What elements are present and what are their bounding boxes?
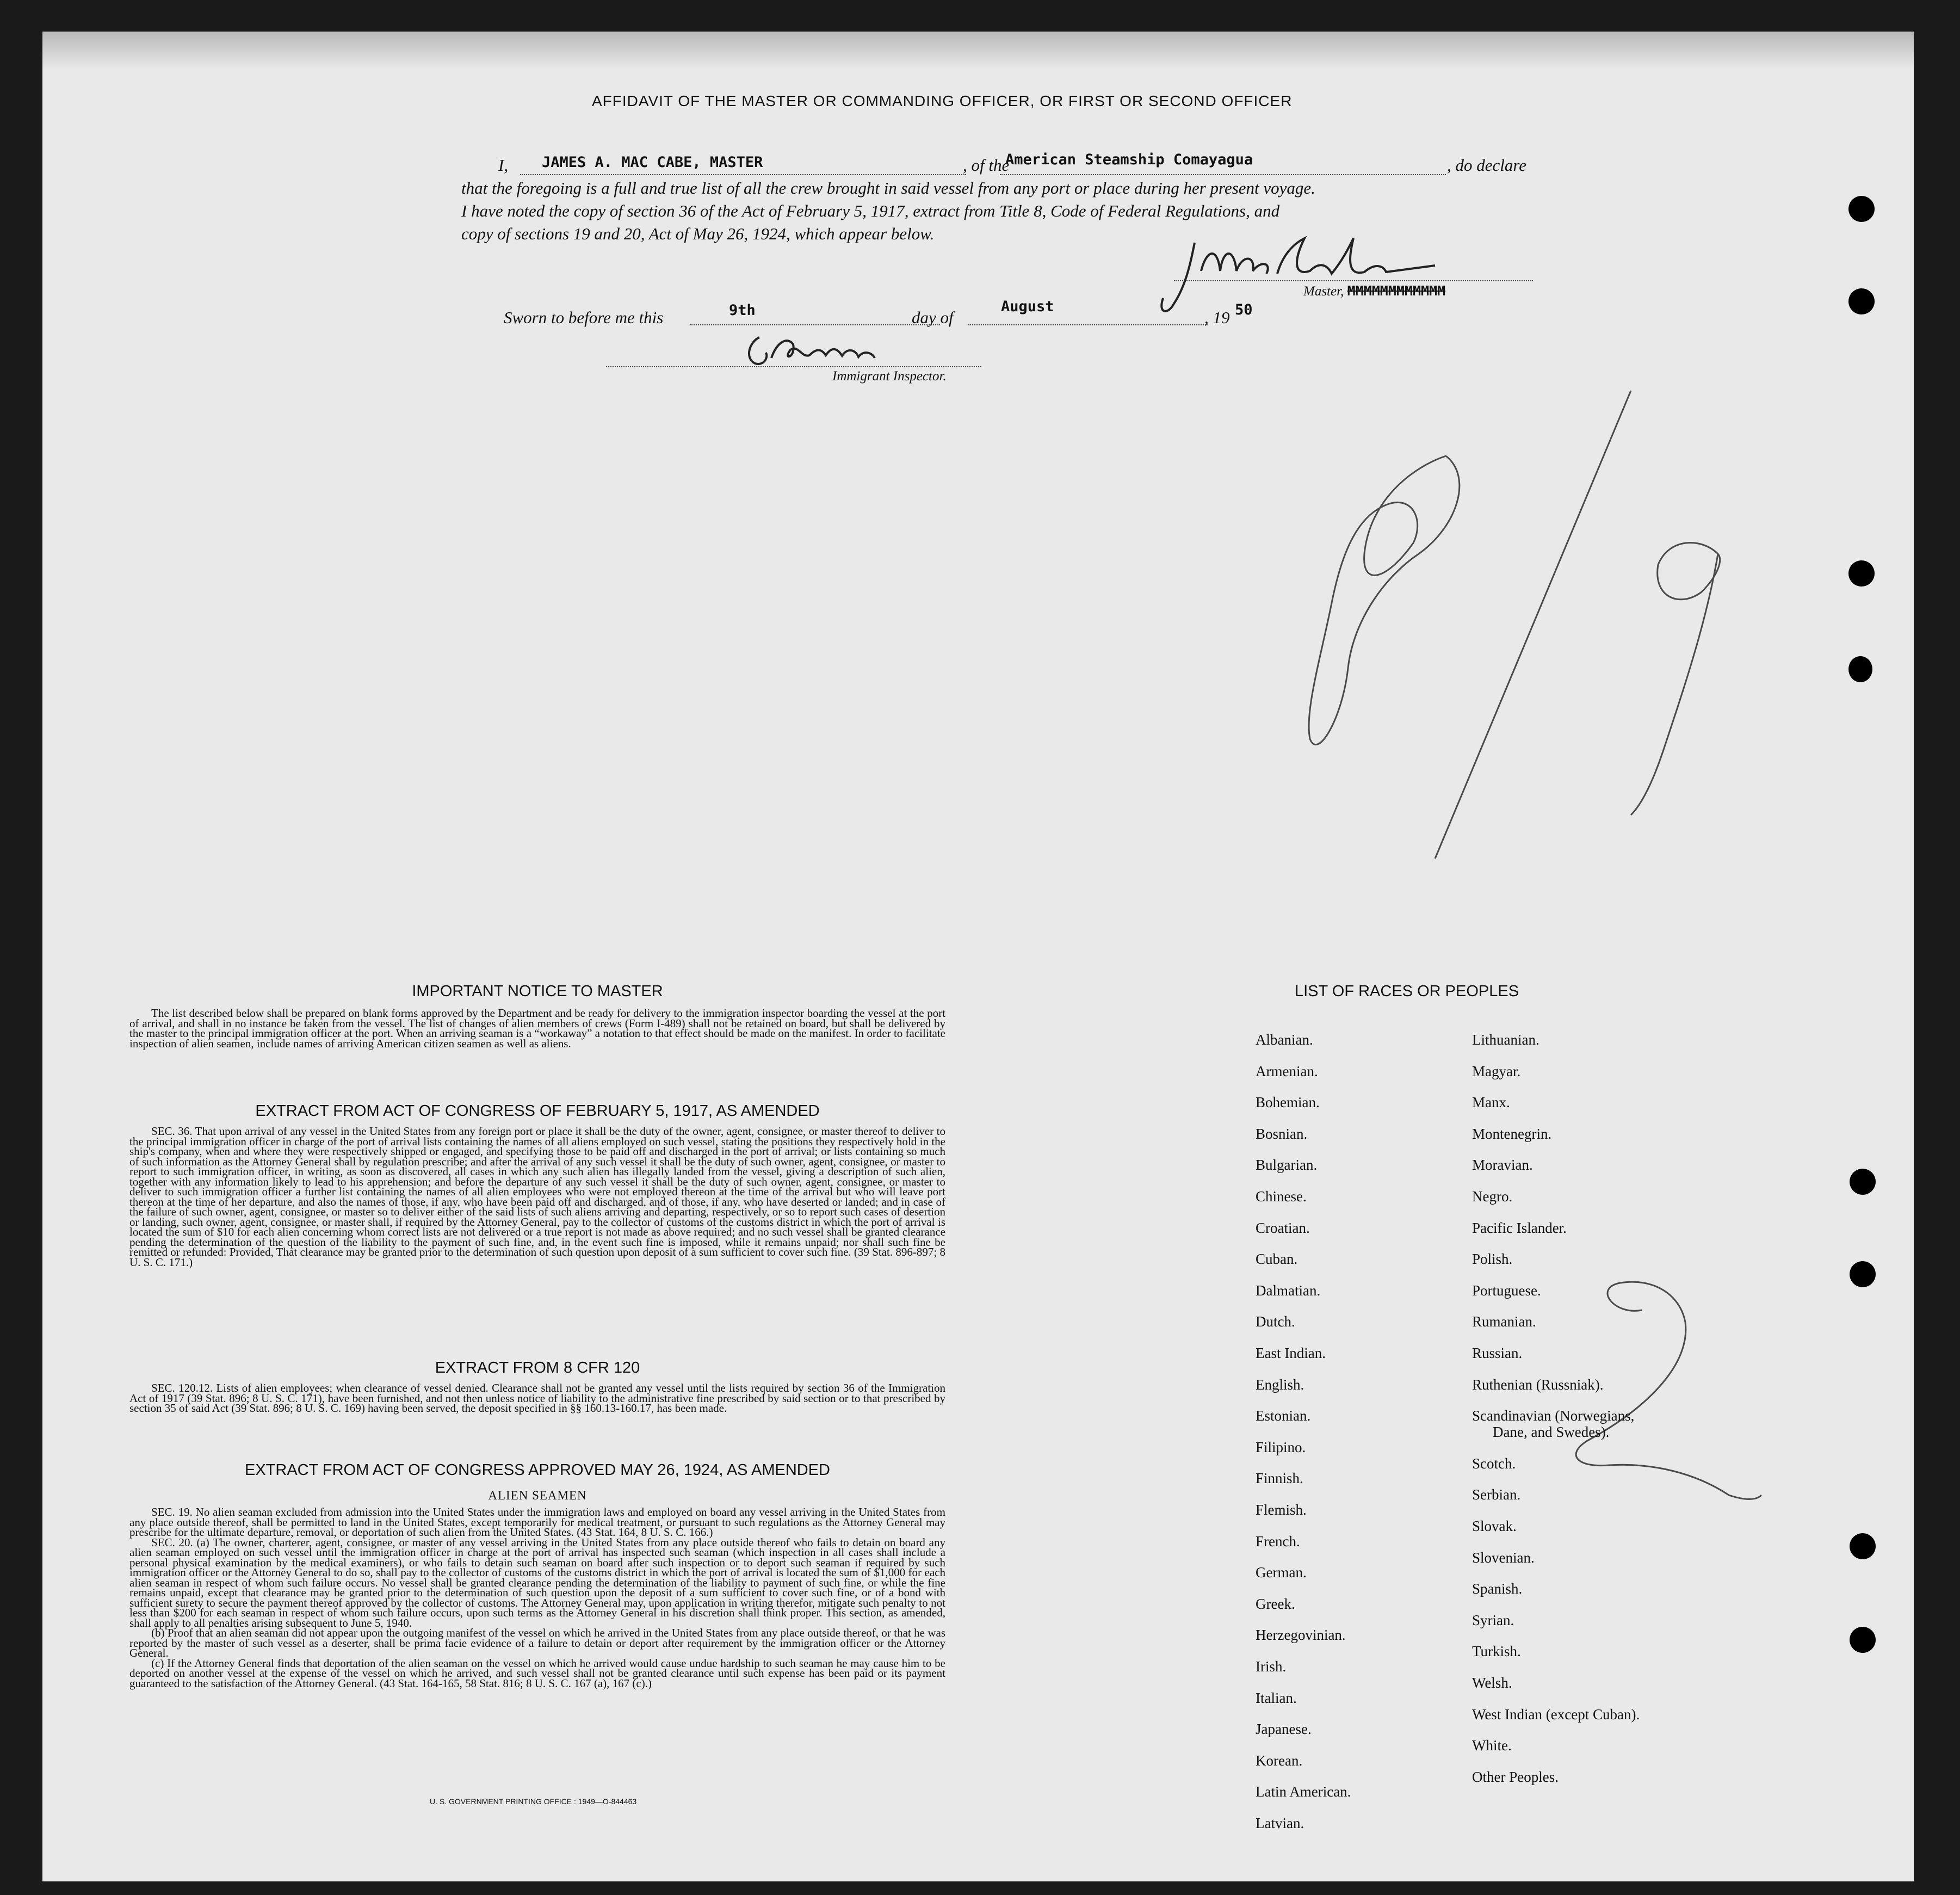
notice-paragraph: The list described below shall be prepared on blank forms approved by the Department and be ready for delivery to the immigration inspector boarding the vessel at the port of arrival, and shall in no instance be taken from the vessel. The list of changes of alien members of crews (Form I-489) shall not be retained on board, but shall be delivered by the master to the principal immigration officer at the port. When an arriving seaman is a “workaway” a notation to that effect should be made on the manifest. In order to facilitate inspection of alien seamen, include names of arriving American citizen seamen as well as aliens. — [129, 1007, 945, 1050]
race-left-item: Chinese. — [1256, 1188, 1307, 1205]
race-right-item: Polish. — [1472, 1251, 1513, 1268]
sworn-month: August — [1001, 298, 1054, 315]
document-page — [42, 32, 1914, 1881]
race-right-item: Syrian. — [1472, 1612, 1514, 1628]
race-right-item: Spanish. — [1472, 1581, 1523, 1597]
i-prefix: I, — [498, 156, 509, 175]
section-20a-paragraph: SEC. 20. (a) The owner, charterer, agent, consignee, or master of any vessel arriving in the United States from any place outside thereof who fails to detain on board any alien seaman employed on such vessel until the immigration officer in charge at the port of arrival has inspected such seaman (which inspection in all cases shall include a personal physical examination by the medical examiners), or who fails to detain such seaman on board after such inspection or to deport such seaman if required by such immigration officer or the Attorney General to do so, shall pay to the collector of customs of the customs district in which the port of arrival is located the sum of $1,000 for each alien seaman in respect of whom such failure occurs. No vessel shall be granted clearance pending the determination of the liability to payment of such fine, or while the fine remains unpaid, except that clearance may be granted prior to the determination of such question upon the deposit of a sum sufficient to cover such fine, or of a bond with sufficient surety to secure the payment thereof approved by the collector of customs. The Attorney General may, upon application in writing therefor, mitigate such penalty to not less than $200 for each seaman in respect of whom such failure occurs, upon such terms as the Attorney General in his discretion shall think proper. This section, as amended, shall apply to all penalties arising subsequent to June 5, 1940. — [129, 1535, 945, 1629]
extract-1924-subtitle: ALIEN SEAMEN — [488, 1489, 587, 1502]
declaration-line-3: I have noted the copy of section 36 of the Act of February 5, 1917, extract from Title 8, Code of Federal Regulations, and — [461, 201, 1280, 220]
day-of-text: day of — [912, 308, 954, 327]
race-right-item: Scandinavian (Norwegians, — [1472, 1408, 1635, 1424]
section-20c-paragraph: (c) If the Attorney General finds that deportation of the alien seaman on the vessel on which he arrived would cause undue hardship to such seaman he may cause him to be deported on another vessel at the expense of the vessel on which he arrived, and such vessel shall not be granted clearance until such expense has been paid or its payment guaranteed to the satisfaction of the Attorney General. (43 Stat. 164-165, 58 Stat. 816; 8 U. S. C. 167 (a), 167 (c).) — [129, 1656, 945, 1690]
extract-1917-paragraph: SEC. 36. That upon arrival of any vessel in the United States from any foreign port or place it shall be the duty of the owner, agent, consignee, or master thereof to deliver to the principal immigration officer in charge of the port of arrival lists containing the names of all aliens employed on such vessel, stating the positions they respectively hold in the ship's company, when and where they were respectively shipped or engaged, and specifying those to be paid off and discharged in the port of arrival; or lists containing so much of such information as the Attorney General shall by regulation prescribe; and after the arrival of any such vessel it shall be the duty of such owner, agent, consignee, or master to report to such immigration officer, in writing, as soon as discovered, all cases in which any such alien has illegally landed from the vessel, giving a description of such alien, together with any information likely to lead to his apprehension; and before the departure of any such vessel it shall be the duty of such owner, agent, consignee, or master to deliver to such immigration officer a further list containing the names of all alien employees who were not employed thereon at the time of the arrival but who will leave port thereon at the time of her departure, and also the names of those, if any, who have been paid off and discharged, and of those, if any, who have deserted or landed; and in case of the failure of such owner, agent, consignee, or master so to deliver either of the said lists of such aliens arriving and departing, respectively, or so to report such cases of desertion or landing, such owner, agent, consignee, or master shall, if required by the Attorney General, pay to the collector of customs of the customs district in which the port of arrival is located the sum of $10 for each alien concerning whom correct lists are not delivered or a true report is not made as above required; and no such vessel shall be granted clearance pending the determination of the question of the liability to the payment of such fine, and, in the event such fine is imposed, while it remains unpaid; nor shall such fine be remitted or refunded: Provided, That clearance may be granted prior to the determination of such question upon deposit of a sum sufficient to cover such fine. (39 Stat. 896-897; 8 U. S. C. 171.) — [129, 1125, 945, 1269]
sworn-label: Sworn to before me this — [504, 308, 664, 327]
race-left-item: Korean. — [1256, 1752, 1303, 1769]
race-left-item: Armenian. — [1256, 1063, 1318, 1079]
races-title: LIST OF RACES OR PEOPLES — [1295, 983, 1519, 1000]
race-left-item: Herzegovinian. — [1256, 1627, 1346, 1644]
race-right-item: Portuguese. — [1472, 1282, 1541, 1299]
handwriting-layer — [42, 32, 1914, 1881]
declaration-line-4: copy of sections 19 and 20, Act of May 26, 1924, which appear below. — [461, 224, 935, 243]
race-right-item: Welsh. — [1472, 1675, 1512, 1691]
race-left-item: French. — [1256, 1533, 1300, 1550]
race-left-item: Latin American. — [1256, 1783, 1351, 1800]
race-right-item: Serbian. — [1472, 1486, 1521, 1503]
extract-cfr-title: EXTRACT FROM 8 CFR 120 — [435, 1359, 640, 1377]
sworn-day: 9th — [729, 302, 756, 319]
race-left-item: Irish. — [1256, 1658, 1287, 1675]
race-right-item: Other Peoples. — [1472, 1768, 1559, 1785]
master-name: JAMES A. MAC CABE, MASTER — [542, 154, 763, 171]
extract-1917-title: EXTRACT FROM ACT OF CONGRESS OF FEBRUARY 5, 1917, AS AMENDED — [255, 1102, 820, 1120]
race-right-item: Manx. — [1472, 1094, 1510, 1111]
race-left-item: Greek. — [1256, 1595, 1295, 1612]
race-right-item: Pacific Islander. — [1472, 1219, 1567, 1236]
affidavit-title: AFFIDAVIT OF THE MASTER OR COMMANDING OFFICER, OR FIRST OR SECOND OFFICER — [592, 92, 1293, 109]
race-right-item: Magyar. — [1472, 1063, 1521, 1079]
master-caption-label: Master, — [1303, 284, 1344, 299]
race-left-item: Croatian. — [1256, 1219, 1310, 1236]
handwritten-number — [1576, 1282, 1761, 1499]
section-19-paragraph: SEC. 19. No alien seaman excluded from admission into the United States under the immigration laws and employed on board any vessel arriving in the United States from any place outside thereof, shall be permitted to land in the United States, except temporarily for medical treatment, or pursuant to such regulations as the Attorney General may prescribe for the ultimate departure, removal, or deportation of such alien from the United States. (43 Stat. 164, 8 U. S. C. 166.) — [129, 1505, 945, 1539]
race-left-item: Filipino. — [1256, 1439, 1306, 1455]
race-right-item: Lithuanian. — [1472, 1032, 1539, 1048]
section-20b-paragraph: (b) Proof that an alien seaman did not appear upon the outgoing manifest of the vessel on which he arrived in the United States from any place outside thereof, or that he was reported by the master of such vessel as a deserter, shall be prima facie evidence of a failure to detain or deport after requirement by the immigration officer or the Attorney General. — [129, 1626, 945, 1659]
declaration-line-2: that the foregoing is a full and true list of all the crew brought in said vessel from any port or place during her present voyage. — [461, 178, 1315, 197]
extract-1924-title: EXTRACT FROM ACT OF CONGRESS APPROVED MAY 26, 1924, AS AMENDED — [245, 1461, 830, 1479]
inspector-signature — [749, 337, 875, 364]
race-right-item: White. — [1472, 1737, 1512, 1754]
inspector-caption: Immigrant Inspector. — [832, 369, 947, 384]
race-right-item: Scotch. — [1472, 1455, 1516, 1472]
race-left-item: Bulgarian. — [1256, 1157, 1318, 1174]
year-suffix: 50 — [1235, 301, 1253, 318]
race-left-item: Dalmatian. — [1256, 1282, 1321, 1299]
race-right-item: West Indian (except Cuban). — [1472, 1706, 1640, 1723]
race-left-item: Dutch. — [1256, 1313, 1295, 1330]
race-right-item: Russian. — [1472, 1345, 1523, 1361]
race-right-item: Turkish. — [1472, 1643, 1521, 1660]
race-left-item: Albanian. — [1256, 1032, 1313, 1048]
year-prefix: , 19 — [1204, 308, 1230, 327]
race-left-item: Bohemian. — [1256, 1094, 1320, 1111]
do-declare-text: , do declare — [1447, 156, 1527, 175]
race-left-item: Bosnian. — [1256, 1125, 1308, 1142]
vessel-name: American Steamship Comayagua — [1005, 151, 1253, 168]
race-right-item: Rumanian. — [1472, 1313, 1536, 1330]
race-left-item: English. — [1256, 1376, 1304, 1393]
printer-imprint: U. S. GOVERNMENT PRINTING OFFICE : 1949—O-844463 — [430, 1797, 637, 1806]
race-right-item: Slovak. — [1472, 1518, 1517, 1534]
race-left-item: Estonian. — [1256, 1408, 1311, 1424]
struck-officer-titles: MMMMMMMMMMMM — [1347, 283, 1446, 299]
race-left-item: Finnish. — [1256, 1470, 1303, 1487]
race-left-item: Italian. — [1256, 1689, 1297, 1706]
race-right-item: Moravian. — [1472, 1157, 1533, 1174]
master-signature — [1161, 238, 1435, 311]
race-right-item: Ruthenian (Russniak). — [1472, 1376, 1604, 1393]
race-right-item: Dane, and Swedes). — [1493, 1424, 1610, 1441]
notice-title: IMPORTANT NOTICE TO MASTER — [412, 983, 663, 1000]
race-left-item: Cuban. — [1256, 1251, 1298, 1268]
race-left-item: Flemish. — [1256, 1502, 1307, 1518]
race-right-item: Montenegrin. — [1472, 1125, 1552, 1142]
race-left-item: Japanese. — [1256, 1721, 1312, 1738]
race-left-item: East Indian. — [1256, 1345, 1326, 1361]
race-left-item: German. — [1256, 1564, 1307, 1581]
race-right-item: Slovenian. — [1472, 1549, 1535, 1566]
extract-cfr-paragraph: SEC. 120.12. Lists of alien employees; when clearance of vessel denied. Clearance shall not be granted any vessel until the lists required by section 36 of the Immigration Act of 1917 (39 Stat. 896; 8 U. S. C. 171), have been furnished, and not then unless notice of liability to the administrative fine prescribed by said section or to that prescribed by section 35 of said Act (39 Stat. 896; 8 U. S. C. 169) having been served, the deposit specified in §§ 160.13-160.17, has been made. — [129, 1381, 945, 1415]
race-left-item: Latvian. — [1256, 1815, 1304, 1831]
race-right-item: Negro. — [1472, 1188, 1513, 1205]
handwritten-date — [1309, 391, 1720, 859]
of-the-text: , of the — [963, 156, 1010, 175]
